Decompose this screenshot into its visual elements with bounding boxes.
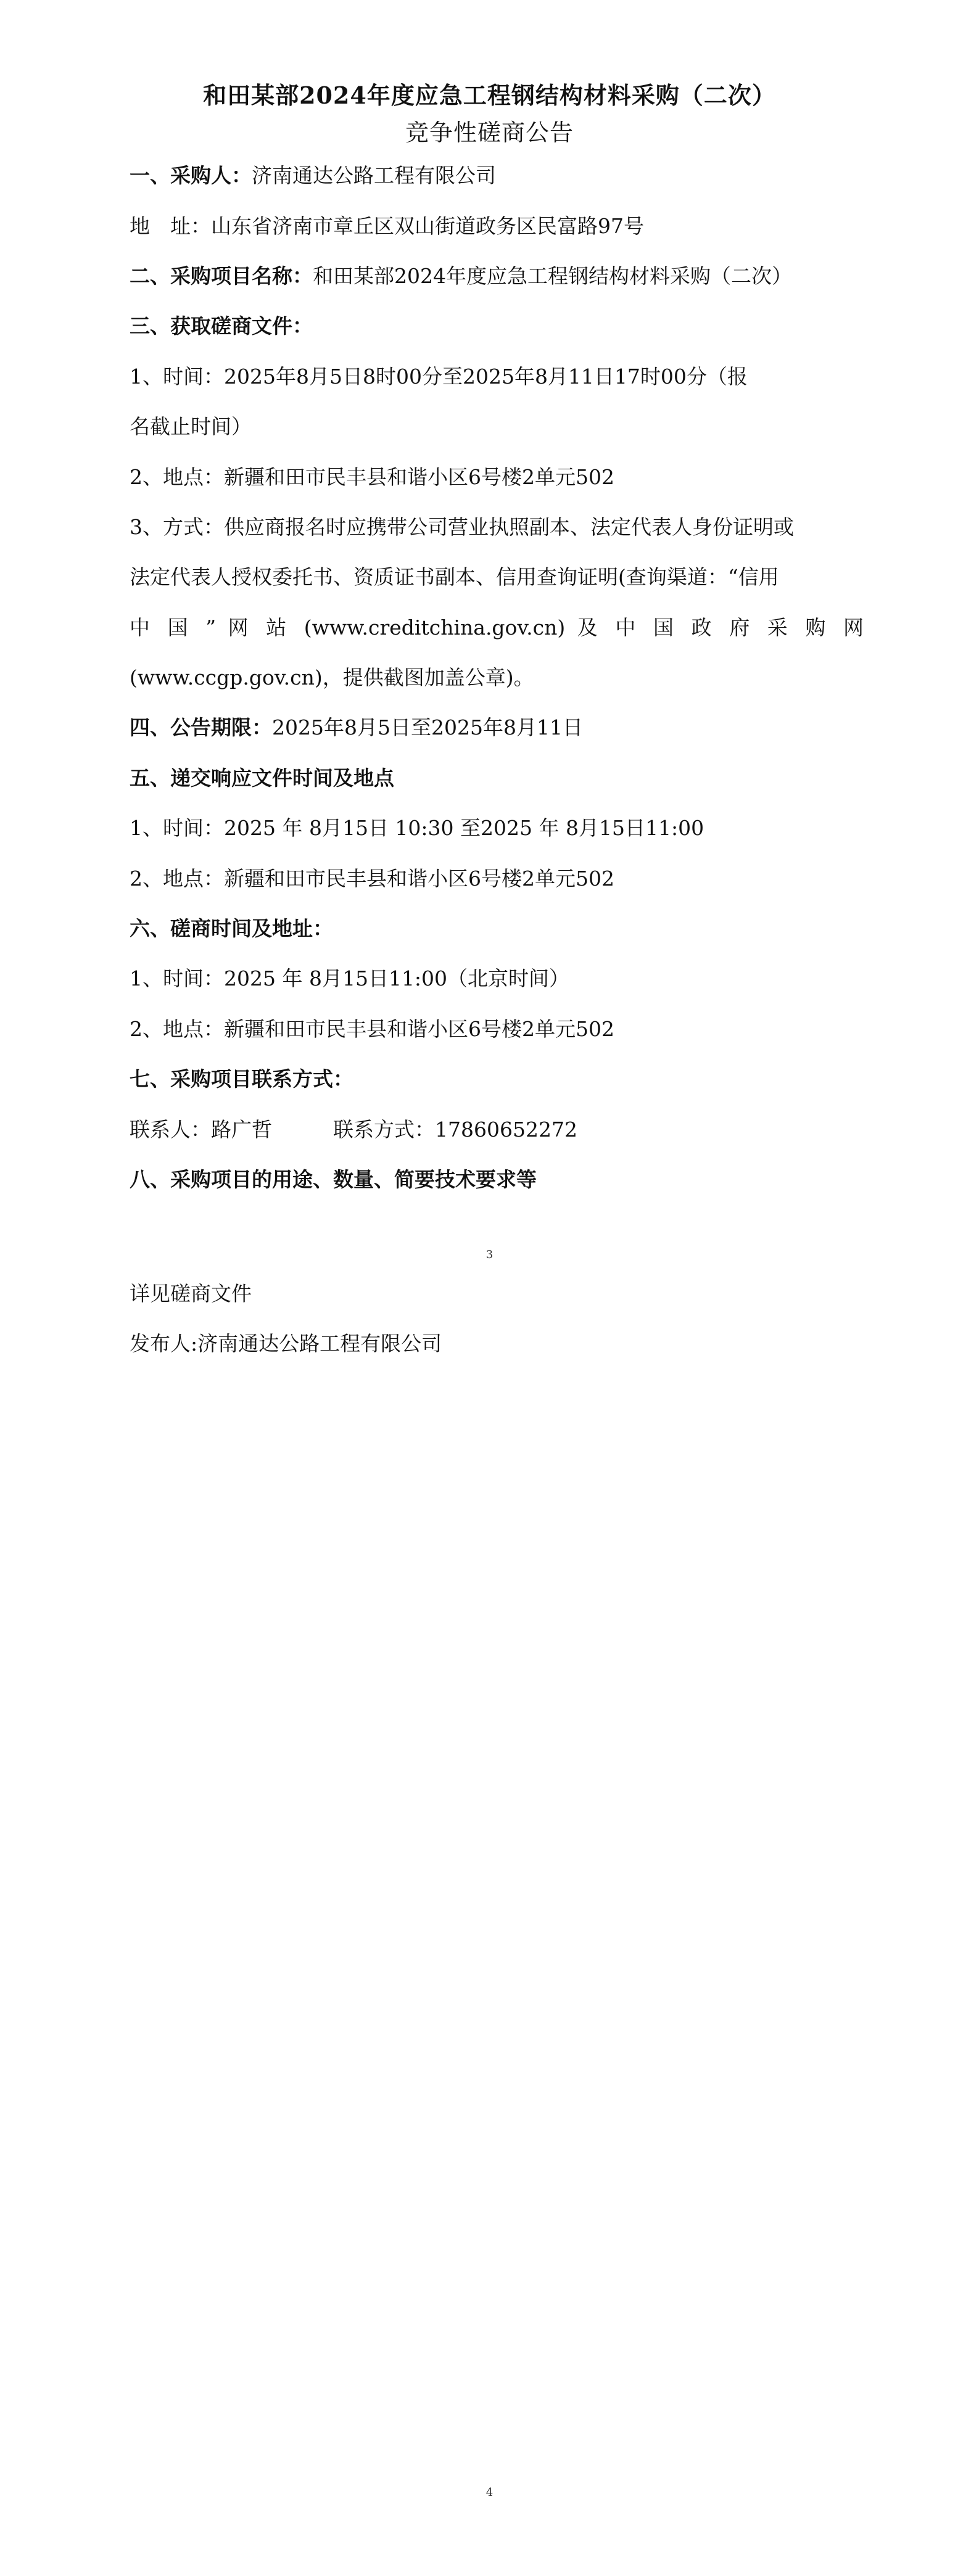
address-value: 山东省济南市章丘区双山街道政务区民富路97号 <box>211 214 644 238</box>
submission-heading: 五、递交响应文件时间及地点 <box>130 766 394 790</box>
details-line: 详见磋商文件 <box>130 1282 252 1306</box>
address-line <box>130 214 864 239</box>
notice-period-value: 2025年8月5日至2025年8月11日 <box>272 715 583 739</box>
obtain-method-line-1: 3、方式：供应商报名时应携带公司营业执照副本、法定代表人身份证明或 <box>130 515 794 539</box>
obtain-method-line-3: 中 国 ” 网 站 (www.creditchina.gov.cn) 及 中 国 政 府 采 购 网 <box>130 615 864 640</box>
obtain-docs-heading: 三、获取磋商文件： <box>130 314 313 338</box>
obtain-method-line-4: (www.ccgp.gov.cn)，提供截图加盖公章)。 <box>130 665 534 689</box>
purchaser-heading: 一、采购人： <box>130 163 252 187</box>
purchaser-line <box>130 163 864 188</box>
page-number: 4 <box>485 2486 494 2499</box>
submission-time-line: 1、时间：2025 年 8月15日 10:30 至2025 年 8月15日11:00 <box>130 816 704 840</box>
negotiation-time-line: 1、时间：2025 年 8月15日11:00（北京时间） <box>130 966 570 990</box>
requirements-heading: 八、采购项目的用途、数量、简要技术要求等 <box>130 1167 537 1191</box>
contact-line: 联系人：路广哲 联系方式：17860652272 <box>130 1117 577 1142</box>
notice-period-line <box>130 715 864 740</box>
contact-heading: 七、采购项目联系方式： <box>130 1067 353 1091</box>
address-label: 地 址： <box>130 214 211 238</box>
document-subtitle: 竞争性磋商公告 <box>405 119 574 146</box>
obtain-place-line: 2、地点：新疆和田市民丰县和谐小区6号楼2单元502 <box>130 465 614 489</box>
obtain-time-line-1: 1、时间：2025年8月5日8时00分至2025年8月11日17时00分（报 <box>130 364 748 389</box>
purchaser-value: 济南通达公路工程有限公司 <box>252 163 496 187</box>
obtain-time-line-2: 名截止时间） <box>130 414 252 438</box>
submission-place-line: 2、地点：新疆和田市民丰县和谐小区6号楼2单元502 <box>130 866 614 891</box>
notice-period-heading: 四、公告期限： <box>130 715 272 739</box>
project-name-heading: 二、采购项目名称： <box>130 264 313 288</box>
page-number: 3 <box>485 1248 494 1261</box>
project-name-line <box>130 264 864 289</box>
negotiation-heading: 六、磋商时间及地址： <box>130 916 333 940</box>
project-name-value: 和田某部2024年度应急工程钢结构材料采购（二次） <box>313 264 792 288</box>
document-title: 和田某部2024年度应急工程钢结构材料采购（二次） <box>203 81 776 109</box>
negotiation-place-line: 2、地点：新疆和田市民丰县和谐小区6号楼2单元502 <box>130 1017 614 1041</box>
obtain-method-line-2: 法定代表人授权委托书、资质证书副本、信用查询证明(查询渠道：“信用 <box>130 565 779 589</box>
publisher-line: 发布人:济南通达公路工程有限公司 <box>130 1331 442 1356</box>
